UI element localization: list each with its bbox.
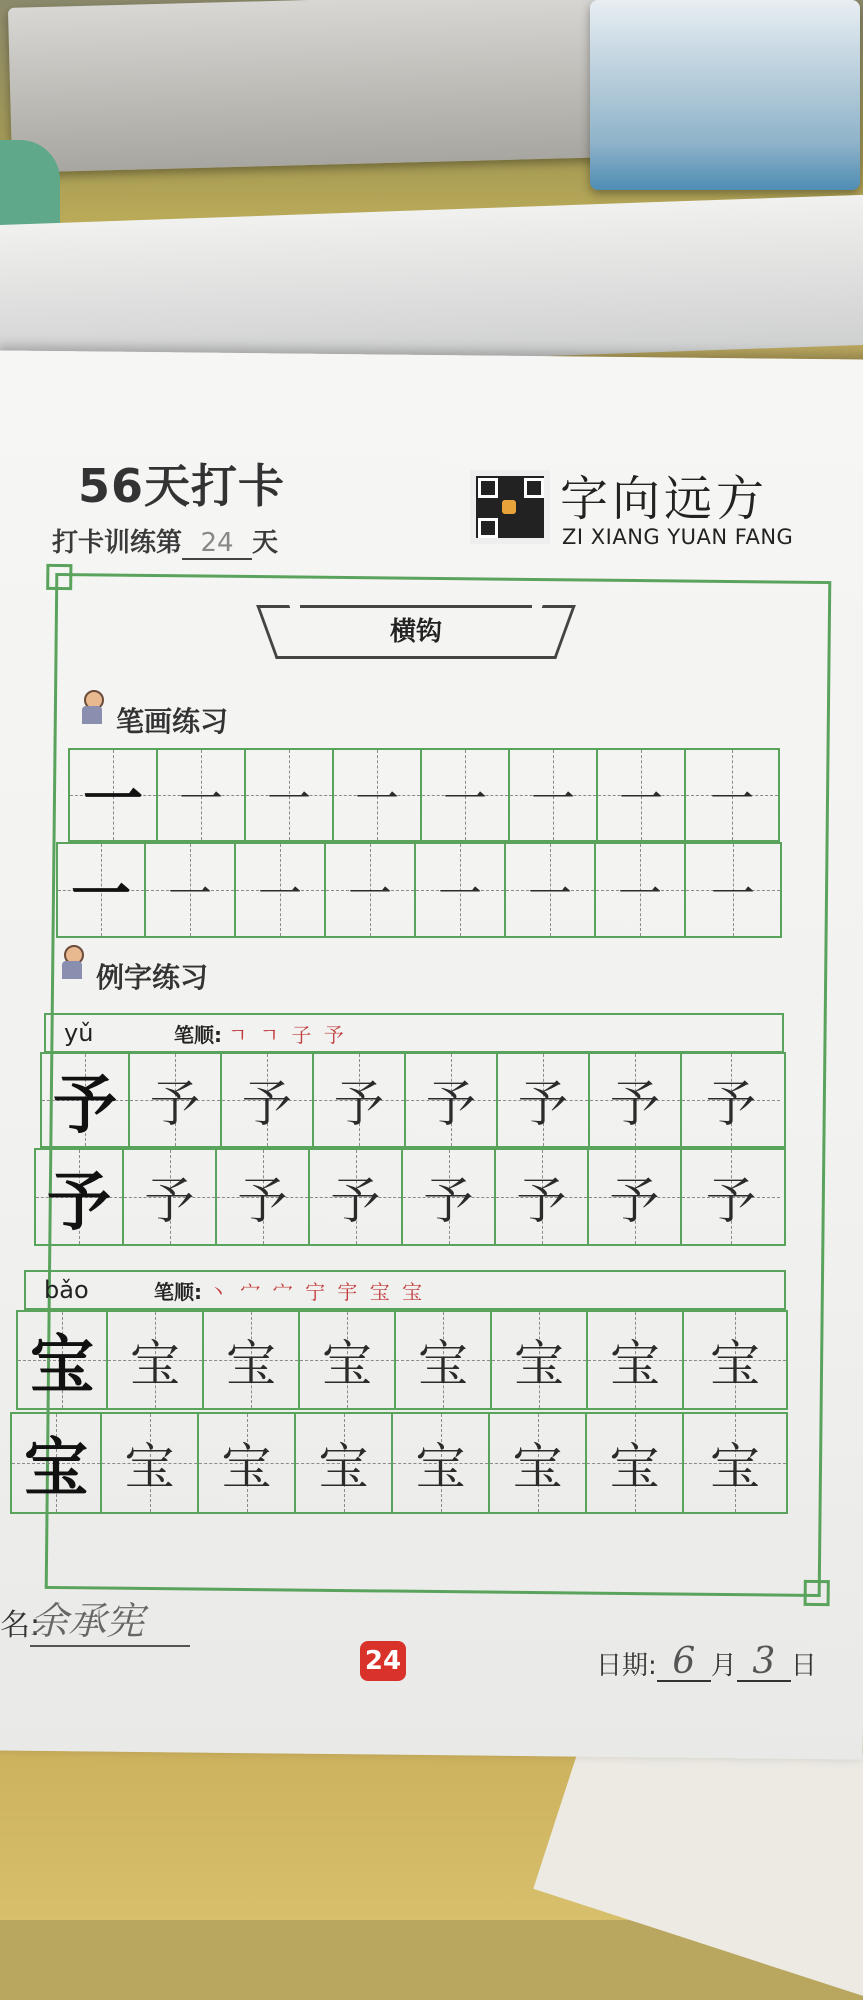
page-number-badge: 24 <box>360 1641 406 1681</box>
char-cell: 予 <box>150 1075 200 1133</box>
date-field <box>596 1641 817 1682</box>
char-cell: 予 <box>423 1172 474 1230</box>
char-grid-bao-row-1 <box>16 1310 788 1410</box>
char-cell: 予 <box>144 1172 195 1230</box>
scholar-icon <box>78 690 106 724</box>
plastic-box <box>8 0 612 173</box>
char-cell: 予 <box>706 1075 756 1133</box>
stroke-order-sequence: 丶 宀 宀 宁 宇 宝 宝 <box>208 1279 426 1304</box>
char-cell: 宝 <box>610 1335 660 1393</box>
day-suffix: 天 <box>252 528 279 558</box>
pinyin-text: yǔ <box>64 1019 94 1047</box>
stroke-cell: 一 <box>711 869 755 920</box>
stroke-grid-row-2 <box>56 842 782 938</box>
date-month: 6 <box>657 1644 711 1682</box>
char-cell: 予 <box>47 1165 111 1240</box>
char-cell: 予 <box>706 1172 756 1230</box>
char-cell: 宝 <box>418 1335 468 1393</box>
stroke-cell: 一 <box>531 774 575 825</box>
char-cell: 宝 <box>130 1335 180 1393</box>
char-cell: 宝 <box>415 1438 466 1496</box>
char-cell: 宝 <box>609 1438 660 1496</box>
stroke-cell: 一 <box>710 774 754 825</box>
day-counter <box>52 522 278 560</box>
stroke-section-title: 笔画练习 <box>116 705 229 738</box>
char-cell: 宝 <box>226 1335 276 1393</box>
stroke-cell: 一 <box>267 774 311 825</box>
day-prefix: 打卡训练第 <box>52 528 183 558</box>
pinyin-text: bǎo <box>44 1276 89 1304</box>
brand-subtitle: ZI XIANG YUAN FANG <box>562 525 794 549</box>
char-cell: 予 <box>237 1172 288 1230</box>
char-cell: 宝 <box>710 1438 760 1496</box>
stroke-cell: 一 <box>83 765 143 835</box>
stroke-cell: 一 <box>355 774 399 825</box>
day-value: 24 <box>182 528 252 560</box>
pinyin-bar-2 <box>24 1270 786 1310</box>
stroke-cell: 一 <box>348 869 392 920</box>
stroke-cell: 一 <box>71 860 131 930</box>
stroke-cell: 一 <box>168 869 212 920</box>
blue-box <box>590 0 860 190</box>
char-cell: 予 <box>334 1075 384 1133</box>
stroke-order-label: 笔顺: <box>174 1022 222 1047</box>
brand-logo: 字向远方 <box>560 471 769 527</box>
stroke-order-label: 笔顺: <box>154 1279 202 1304</box>
char-grid-bao-row-2 <box>10 1412 788 1514</box>
page-title: 56天打卡 <box>78 459 286 513</box>
char-grid-yu-row-1 <box>40 1052 786 1148</box>
char-cell: 予 <box>518 1075 568 1133</box>
stroke-cell: 一 <box>528 869 572 920</box>
char-cell: 予 <box>53 1068 117 1143</box>
char-cell: 予 <box>610 1075 660 1133</box>
char-grid-yu-row-2 <box>34 1148 786 1246</box>
char-cell: 予 <box>609 1172 660 1230</box>
student-name: 余承宪 <box>30 1590 190 1647</box>
month-label: 月 <box>710 1651 737 1681</box>
qr-code-icon <box>470 470 550 544</box>
char-cell: 宝 <box>24 1431 88 1506</box>
scholar-icon <box>58 945 86 979</box>
char-cell: 予 <box>426 1075 476 1133</box>
example-section-title: 例字练习 <box>96 961 209 994</box>
char-cell: 宝 <box>124 1438 175 1496</box>
stroke-cell: 一 <box>258 869 302 920</box>
stroke-banner: 横钩 <box>300 605 532 659</box>
char-cell: 宝 <box>30 1328 94 1403</box>
char-cell: 宝 <box>322 1335 372 1393</box>
char-cell: 宝 <box>710 1335 760 1393</box>
stroke-grid-row-1 <box>68 748 780 842</box>
name-label: 名: <box>0 1608 41 1643</box>
stroke-order-sequence: ㄱ ㄱ 子 予 <box>228 1022 347 1047</box>
day-label: 日 <box>790 1651 817 1681</box>
char-cell: 予 <box>516 1172 567 1230</box>
pinyin-bar-1 <box>44 1013 784 1053</box>
stroke-cell: 一 <box>618 869 662 920</box>
char-cell: 予 <box>242 1075 292 1133</box>
char-cell: 宝 <box>512 1438 563 1496</box>
char-cell: 宝 <box>318 1438 369 1496</box>
stroke-cell: 一 <box>438 869 482 920</box>
underlying-paper <box>0 194 863 375</box>
char-cell: 予 <box>330 1172 381 1230</box>
char-cell: 宝 <box>221 1438 272 1496</box>
date-label: 日期: <box>596 1651 657 1681</box>
date-day: 3 <box>737 1644 791 1682</box>
stroke-cell: 一 <box>179 774 223 825</box>
stroke-cell: 一 <box>619 774 663 825</box>
stroke-cell: 一 <box>443 774 487 825</box>
char-cell: 宝 <box>514 1335 564 1393</box>
